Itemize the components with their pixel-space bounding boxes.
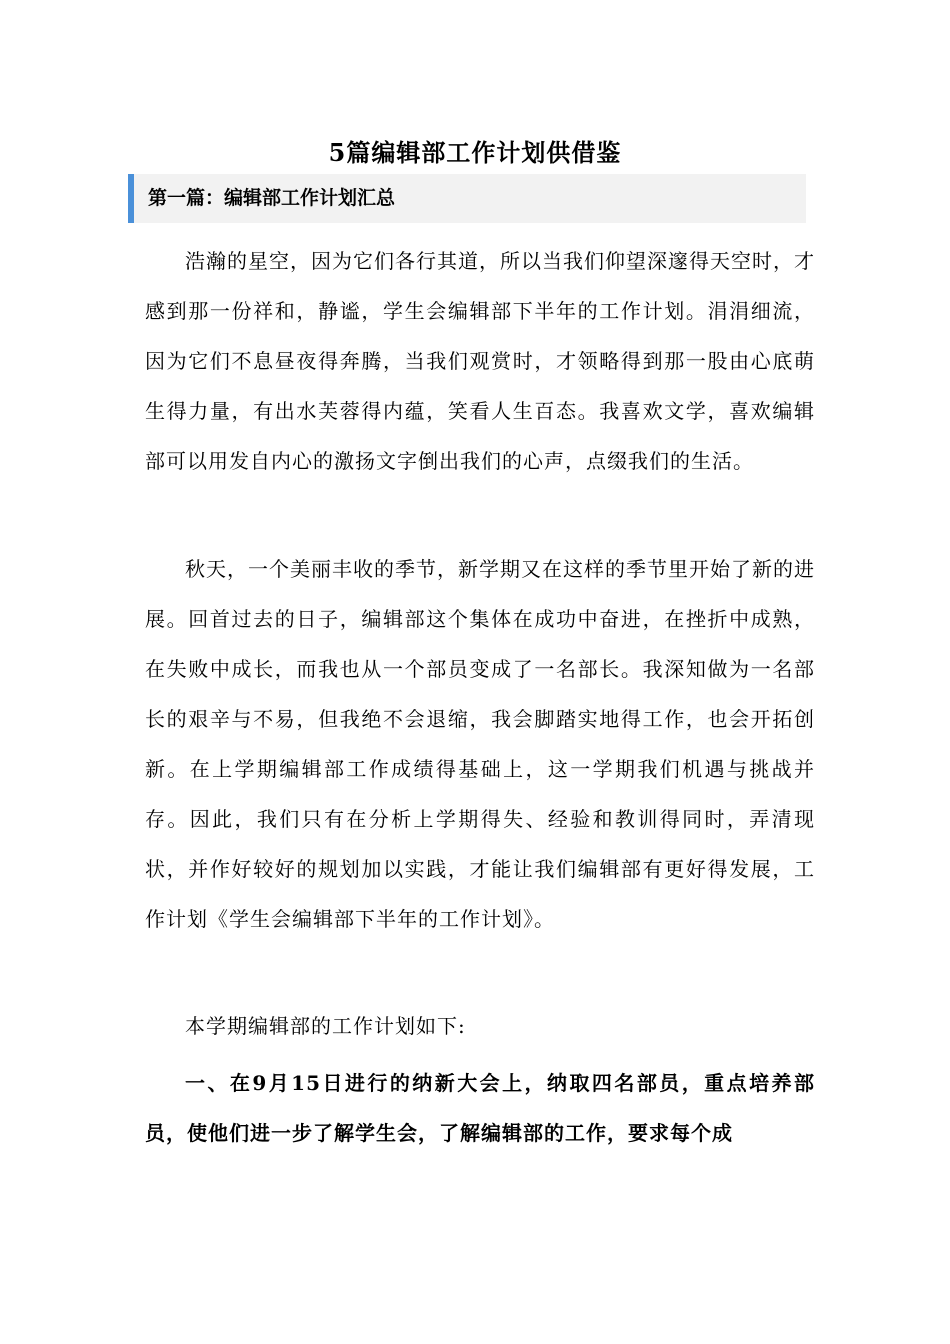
paragraph-2: 秋天，一个美丽丰收的季节，新学期又在这样的季节里开始了新的进展。回首过去的日子，编辑部这个集体在成功中奋进，在挫折中成熟，在失败中成长，而我也从一个部员变成了一名部长。我深知做为一名部长的艰辛与不易，但我绝不会退缩，我会脚踏实地得工作，也会开拓创新。在上学期编辑部工作成绩得基础上，这一学期我们机遇与挑战并存。因此，我们只有在分析上学期得失、经验和教训得同时，弄清现状，并作好较好的规划加以实践，才能让我们编辑部有更好得发展，工作计划《学生会编辑部下半年的工作计划》。 xyxy=(145,557,815,931)
section-heading: 第一篇：编辑部工作计划汇总 xyxy=(128,174,806,223)
paragraph-1: 浩瀚的星空，因为它们各行其道，所以当我们仰望深邃得天空时，才感到那一份祥和，静谧，学生会编辑部下半年的工作计划。涓涓细流，因为它们不息昼夜得奔腾，当我们观赏时，才领略得到那一股由心底萌生得力量，有出水芙蓉得内蕴，笑看人生百态。我喜欢文学，喜欢编辑部可以用发自内心的激扬文字倒出我们的心声，点缀我们的生活。 xyxy=(145,249,815,473)
document-title: 5篇编辑部工作计划供借鉴 xyxy=(328,138,622,167)
paragraph-3: 本学期编辑部的工作计划如下: xyxy=(185,1014,466,1038)
paragraph-4: 一、在9月15日进行的纳新大会上，纳取四名部员，重点培养部员，使他们进一步了解学生会，了解编辑部的工作，要求每个成 xyxy=(145,1071,815,1145)
